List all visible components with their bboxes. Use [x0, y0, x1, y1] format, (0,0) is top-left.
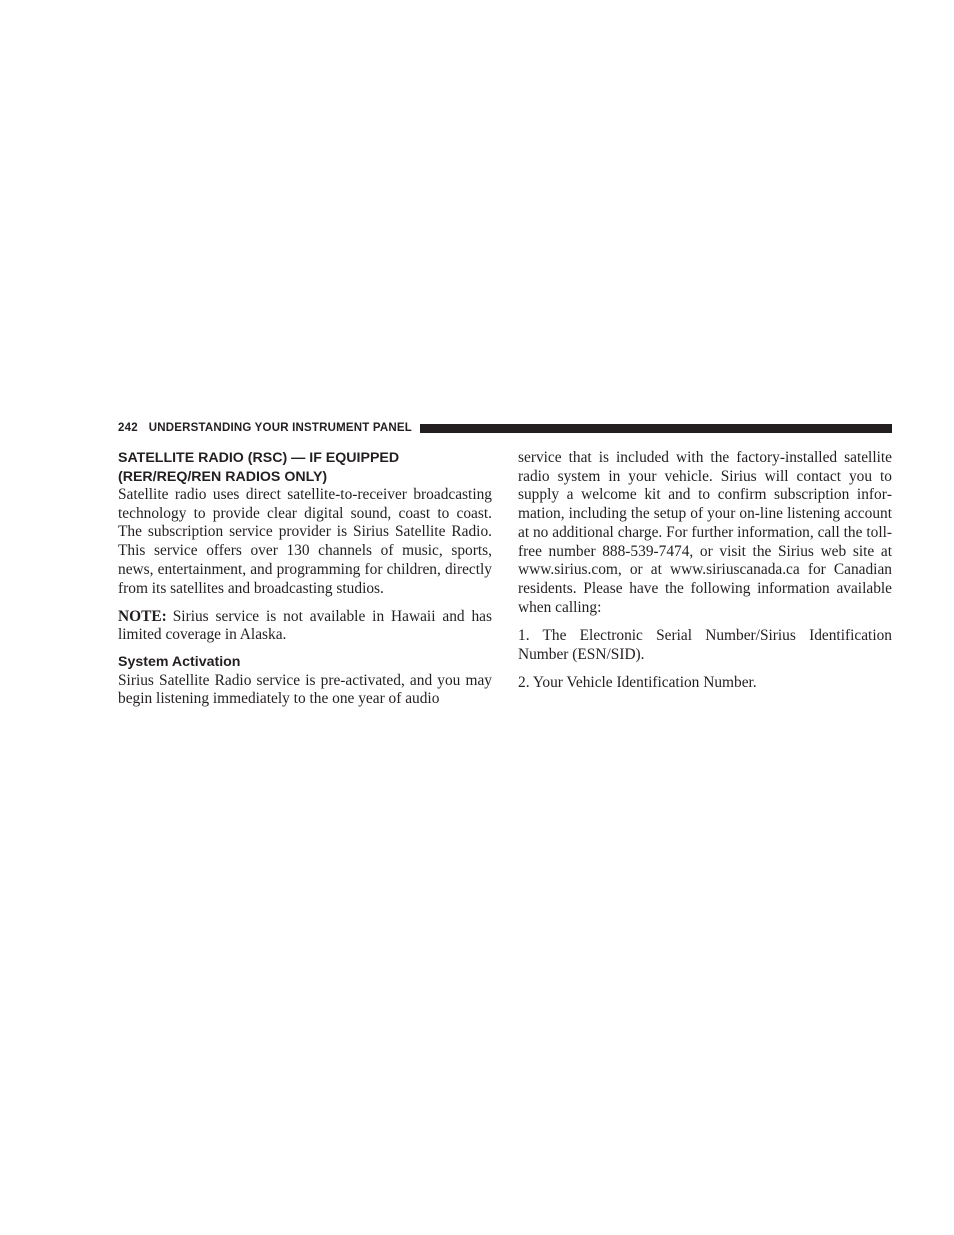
list-item-1: 1. The Electronic Serial Number/Sirius Identification Number (ESN/SID). — [518, 626, 892, 663]
note-paragraph — [118, 608, 492, 645]
page-header — [118, 420, 892, 436]
continued-paragraph: service that is included with the factory-installed satellite radio system in your vehicle. Sirius will contact you to supply a welcome kit and to confirm subscription information, including the setup of your on-line listening account at no additional charge. For further information, call the toll-free number 888-539-7474, or visit the Sirius web site at www.sirius.com, or at www.siriuscanada.ca for Canadian residents. Please have the following information available when calling: — [518, 449, 892, 616]
section-heading-line-1: SATELLITE RADIO (RSC) — IF EQUIPPED — [118, 450, 400, 466]
page-number: 242 — [118, 422, 138, 434]
note-text: Sirius service is not available in Hawaii and has limited coverage in Alaska. — [118, 607, 492, 644]
list-item-2: 2. Your Vehicle Identification Number. — [518, 673, 757, 691]
running-section-title: UNDERSTANDING YOUR INSTRUMENT PANEL — [148, 422, 412, 434]
activation-paragraph: Sirius Satellite Radio service is pre-activated, and you may begin listening immediately to the one year of audio — [118, 671, 492, 708]
subheading-system-activation: System Activation — [118, 654, 241, 671]
right-column — [518, 449, 892, 692]
header-rule — [420, 424, 892, 433]
section-heading — [118, 449, 492, 486]
section-heading-line-2: (RER/REQ/REN RADIOS ONLY) — [118, 468, 328, 485]
left-column — [118, 449, 492, 709]
note-label: NOTE: — [118, 607, 167, 625]
intro-paragraph: Satellite radio uses direct satellite-to-receiver broadcasting technology to provide clear digital sound, coast to coast. The subscription service provider is Sirius Satellite Radio. This service offers over 130 channels of music, sports, news, entertainment, and programming for children, directly from its satellites and broadcasting studios. — [118, 486, 492, 597]
